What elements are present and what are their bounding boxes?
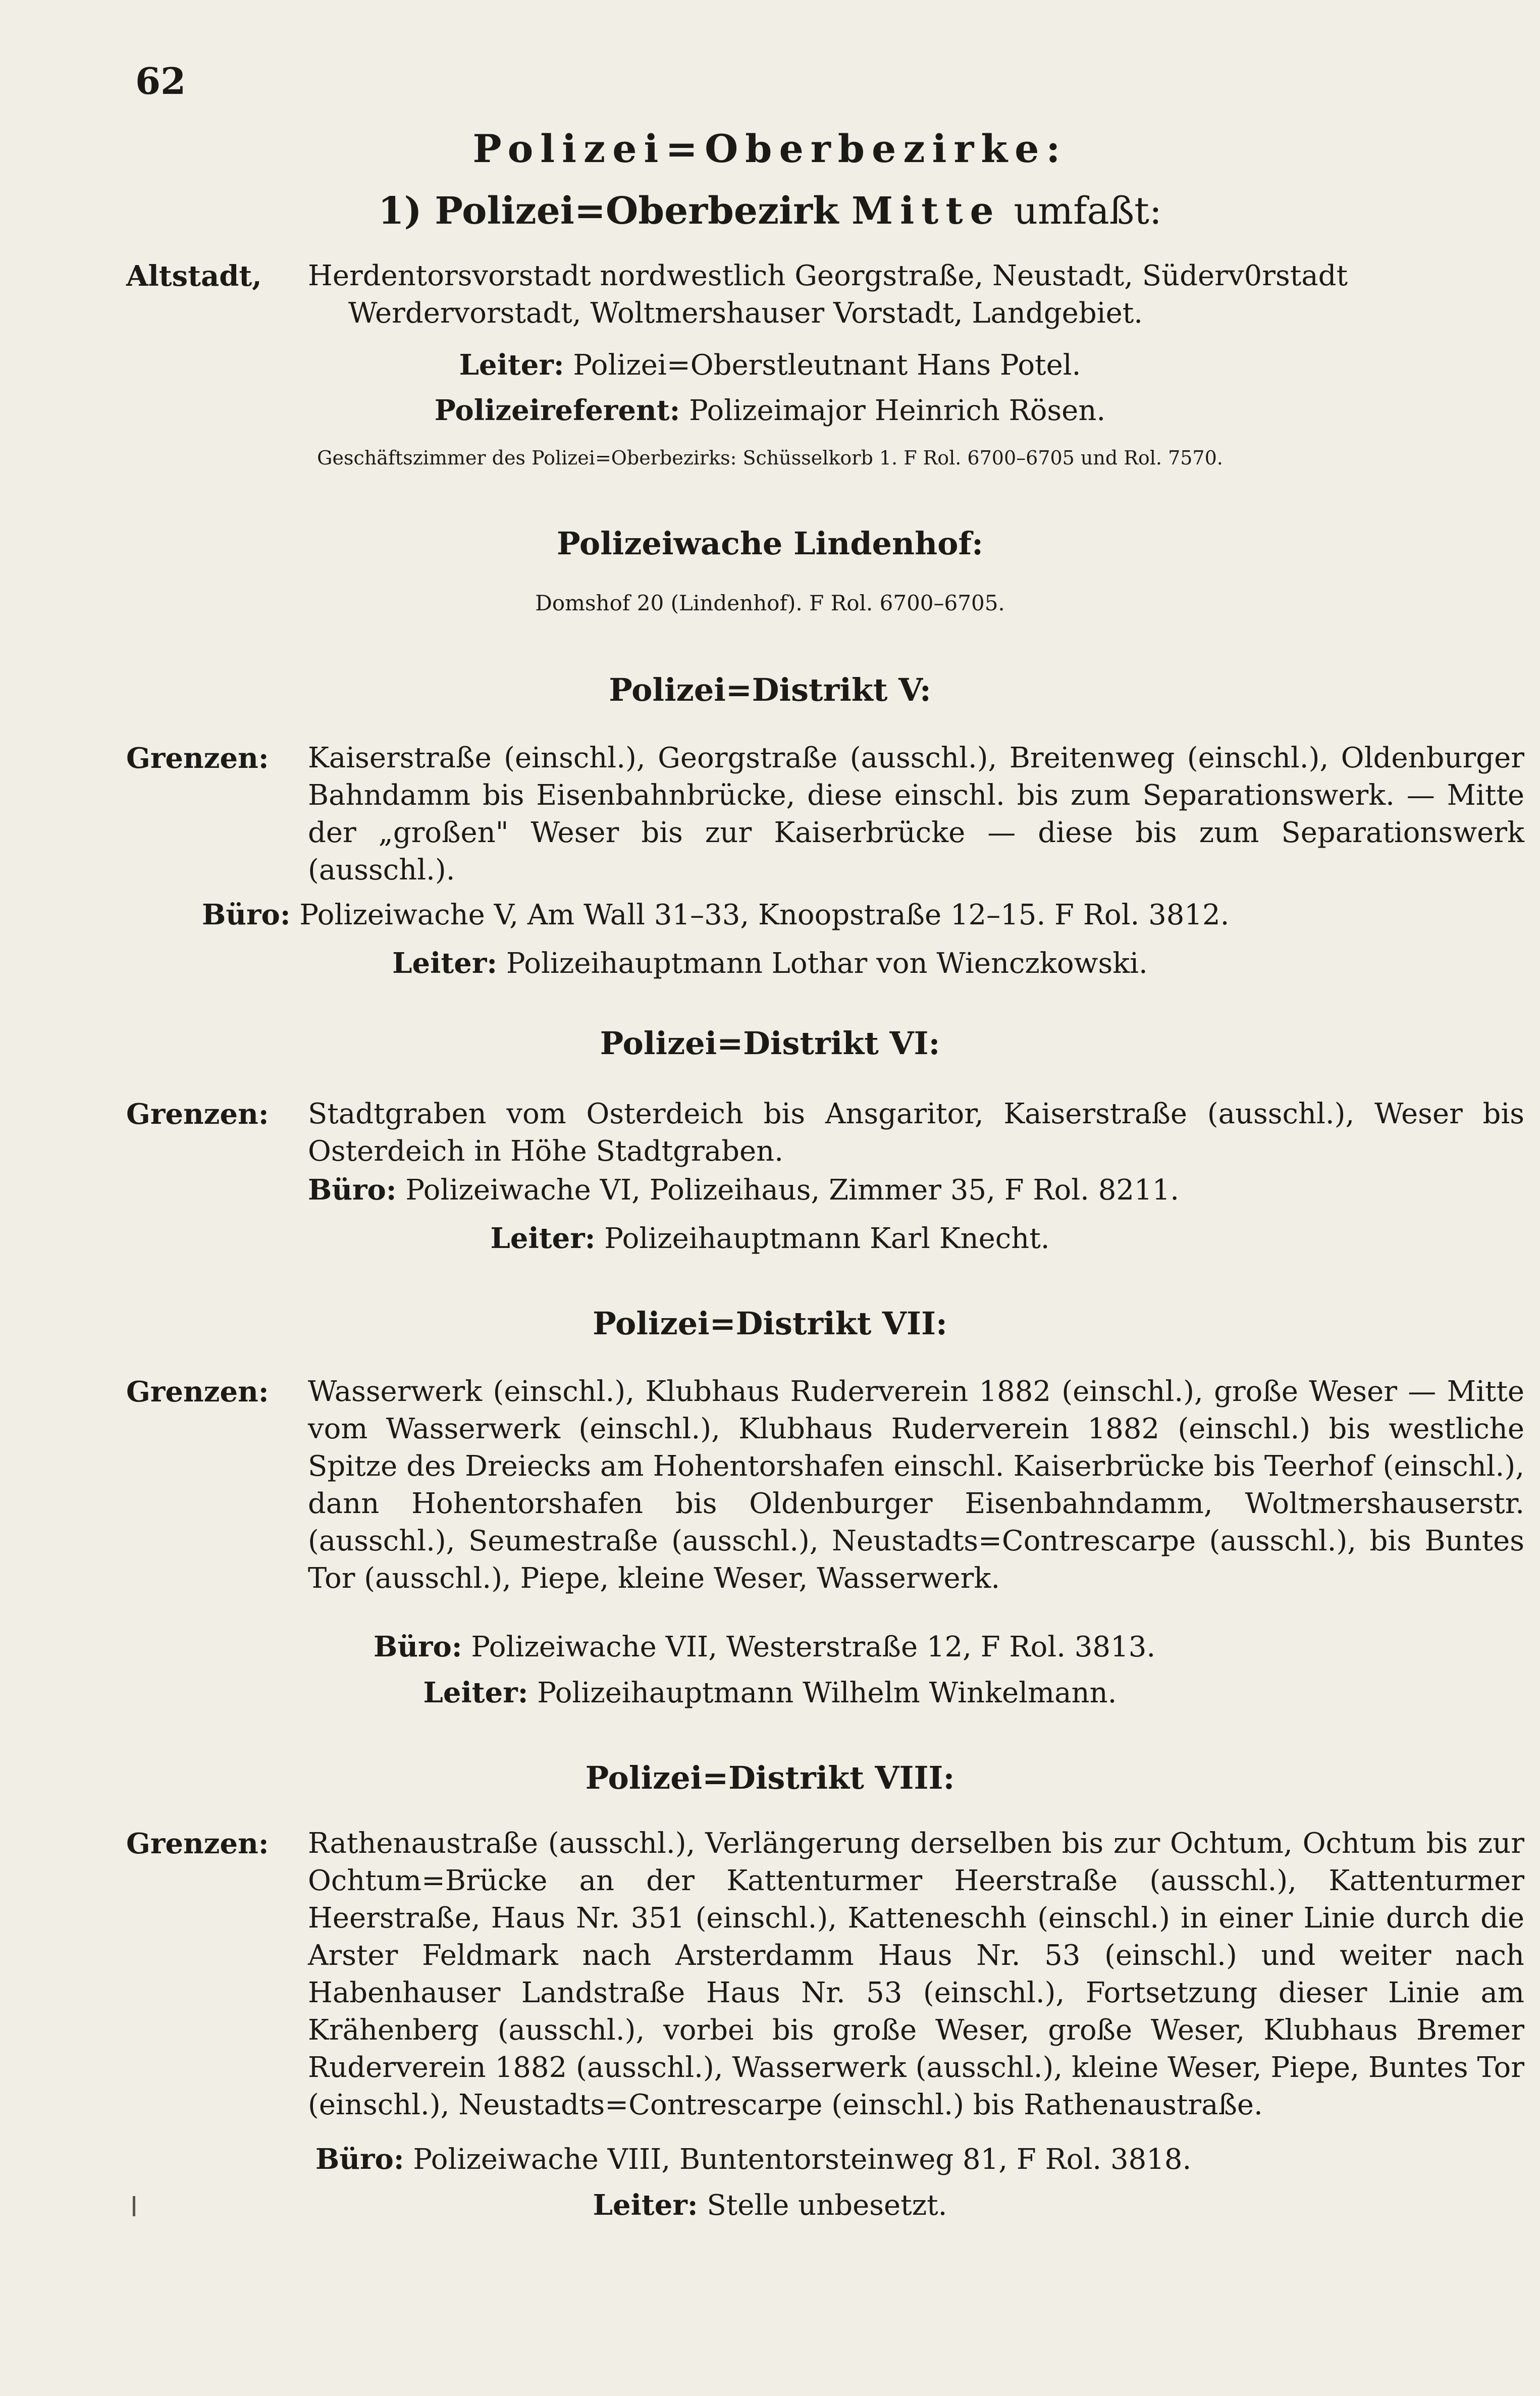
buero-text: Polizeiwache V, Am Wall 31–33, Knoopstraße 12–15. F Rol. 3812.	[299, 899, 1230, 931]
district-vii-grenzen	[126, 1373, 1524, 1636]
leiter-value: Polizei=Oberstleutnant Hans Potel.	[573, 349, 1081, 382]
oberbezirk-prefix: 1) Polizei=Oberbezirk	[378, 189, 839, 233]
buero-text: Polizeiwache VII, Westerstraße 12, F Rol. 3813.	[471, 1631, 1156, 1663]
grenzen-label: Grenzen:	[126, 1375, 269, 1409]
district-vi-grenzen	[126, 1096, 1524, 1171]
wache-heading: Polizeiwache Lindenhof:	[556, 525, 984, 562]
district-viii-leiter	[0, 2189, 1540, 2222]
buero-label: Büro:	[374, 1630, 462, 1663]
district-v-buero	[202, 896, 1540, 934]
leiter-text: Polizeihauptmann Wilhelm Winkelmann.	[537, 1677, 1117, 1709]
district-viii-buero	[315, 2141, 1540, 2178]
referent-value: Polizeimajor Heinrich Rösen.	[689, 394, 1106, 427]
district-vi-buero	[308, 1171, 1540, 1209]
oberbezirk-heading	[0, 189, 1540, 233]
referent-label: Polizeireferent:	[434, 394, 680, 427]
district-vi-leiter	[0, 1222, 1540, 1255]
buero-label: Büro:	[202, 898, 291, 931]
polizeireferent	[0, 394, 1540, 427]
leiter-text: Stelle unbesetzt.	[707, 2189, 947, 2222]
leiter-text: Polizeihauptmann Karl Knecht.	[604, 1222, 1050, 1255]
leiter-label: Leiter:	[490, 1222, 596, 1255]
grenzen-label: Grenzen:	[126, 1827, 269, 1860]
buero-text: Polizeiwache VIII, Buntentorsteinweg 81, F Rol. 3818.	[413, 2143, 1192, 2176]
leiter-label: Leiter:	[392, 947, 498, 980]
buero-label: Büro:	[315, 2143, 404, 2176]
area-line-2: Werdervorstadt, Woltmershauser Vorstadt, Landgebiet.	[348, 297, 1143, 330]
main-heading: Polizei=Oberbezirke:	[472, 126, 1068, 171]
area-line-1: Herdentorsvorstadt nordwestlich Georgstraße, Neustadt, Süderv0rstadt	[308, 259, 1348, 292]
district-viii-heading: Polizei=Distrikt VIII:	[585, 1759, 955, 1796]
grenzen-text: Stadtgraben vom Osterdeich bis Ansgaritor, Kaiserstraße (ausschl.), Weser bis Osterdeich in Höhe Stadtgraben.	[308, 1098, 1524, 1168]
district-vi-heading: Polizei=Distrikt VI:	[600, 1025, 940, 1062]
district-v-grenzen	[126, 740, 1524, 891]
grenzen-text: Rathenaustraße (ausschl.), Verlängerung derselben bis zur Ochtum, Ochtum bis zur Ochtum=Brücke an der Kattenturmer Heerstraße (ausschl.), Kattenturmer Heerstraße, Haus Nr. 351 (einschl.), Katteneschh (einschl.) in einer Linie durch die Arster Feldmark nach Arsterdamm Haus Nr. 53 (einschl.) und weiter nach Habenhauser Landstraße Haus Nr. 53 (einschl.), Fortsetzung dieser Linie am Krähenberg (ausschl.), vorbei bis große Weser, große Weser, Klubhaus Bremer Ruderverein 1882 (ausschl.), Wasserwerk (ausschl.), kleine Weser, Piepe, Buntes Tor (einschl.), Neustadts=Contrescarpe (einschl.) bis Rathenaustraße.	[308, 1827, 1524, 2121]
grenzen-text: Kaiserstraße (einschl.), Georgstraße (ausschl.), Breitenweg (einschl.), Oldenburger Bahndamm bis Eisenbahnbrücke, diese einschl. bis zum Separationswerk. — Mitte der „großen" Weser bis zur Kaiserbrücke — diese bis zum Separationswerk (ausschl.).	[308, 742, 1524, 887]
area-label: Altstadt,	[126, 259, 262, 293]
district-vii-heading: Polizei=Distrikt VII:	[593, 1305, 947, 1342]
grenzen-text: Wasserwerk (einschl.), Klubhaus Ruderverein 1882 (einschl.), große Weser — Mitte vom Wasserwerk (einschl.), Klubhaus Ruderverein 1882 (einschl.) bis westliche Spitze des Dreiecks am Hohentorshafen einschl. Kaiserbrücke bis Teerhof (einschl.), dann Hohentorshafen bis Oldenburger Eisenbahndamm, Woltmershauserstr. (ausschl.), Seumestraße (ausschl.), Neustadts=Contrescarpe (ausschl.), bis Buntes Tor (ausschl.), Piepe, kleine Weser, Wasserwerk.	[308, 1375, 1524, 1595]
district-v-leiter	[0, 947, 1540, 980]
leiter-label: Leiter:	[459, 348, 564, 382]
grenzen-label: Grenzen:	[126, 1098, 269, 1131]
page-number: 62	[135, 60, 186, 102]
oberbezirk-leiter	[0, 348, 1540, 382]
oberbezirk-name: Mitte	[852, 189, 1001, 233]
wache-address: Domshof 20 (Lindenhof). F Rol. 6700–6705.	[535, 591, 1005, 615]
buero-label: Büro:	[308, 1173, 397, 1207]
leiter-label: Leiter:	[593, 2189, 698, 2222]
district-viii-grenzen	[126, 1825, 1524, 2138]
district-vii-leiter	[0, 1676, 1540, 1709]
buero-text: Polizeiwache VI, Polizeihaus, Zimmer 35, F Rol. 8211.	[405, 1174, 1180, 1207]
district-v-heading: Polizei=Distrikt V:	[609, 671, 931, 708]
margin-mark	[133, 2196, 135, 2216]
leiter-label: Leiter:	[423, 1676, 528, 1709]
grenzen-label: Grenzen:	[126, 742, 269, 775]
oberbezirk-suffix: umfaßt:	[1014, 189, 1162, 233]
district-vii-buero	[374, 1628, 1540, 1666]
leiter-text: Polizeihauptmann Lothar von Wienczkowski.	[506, 947, 1148, 980]
office-line: Geschäftszimmer des Polizei=Oberbezirks: Schüsselkorb 1. F Rol. 6700–6705 und Rol. 7570.	[317, 447, 1223, 469]
